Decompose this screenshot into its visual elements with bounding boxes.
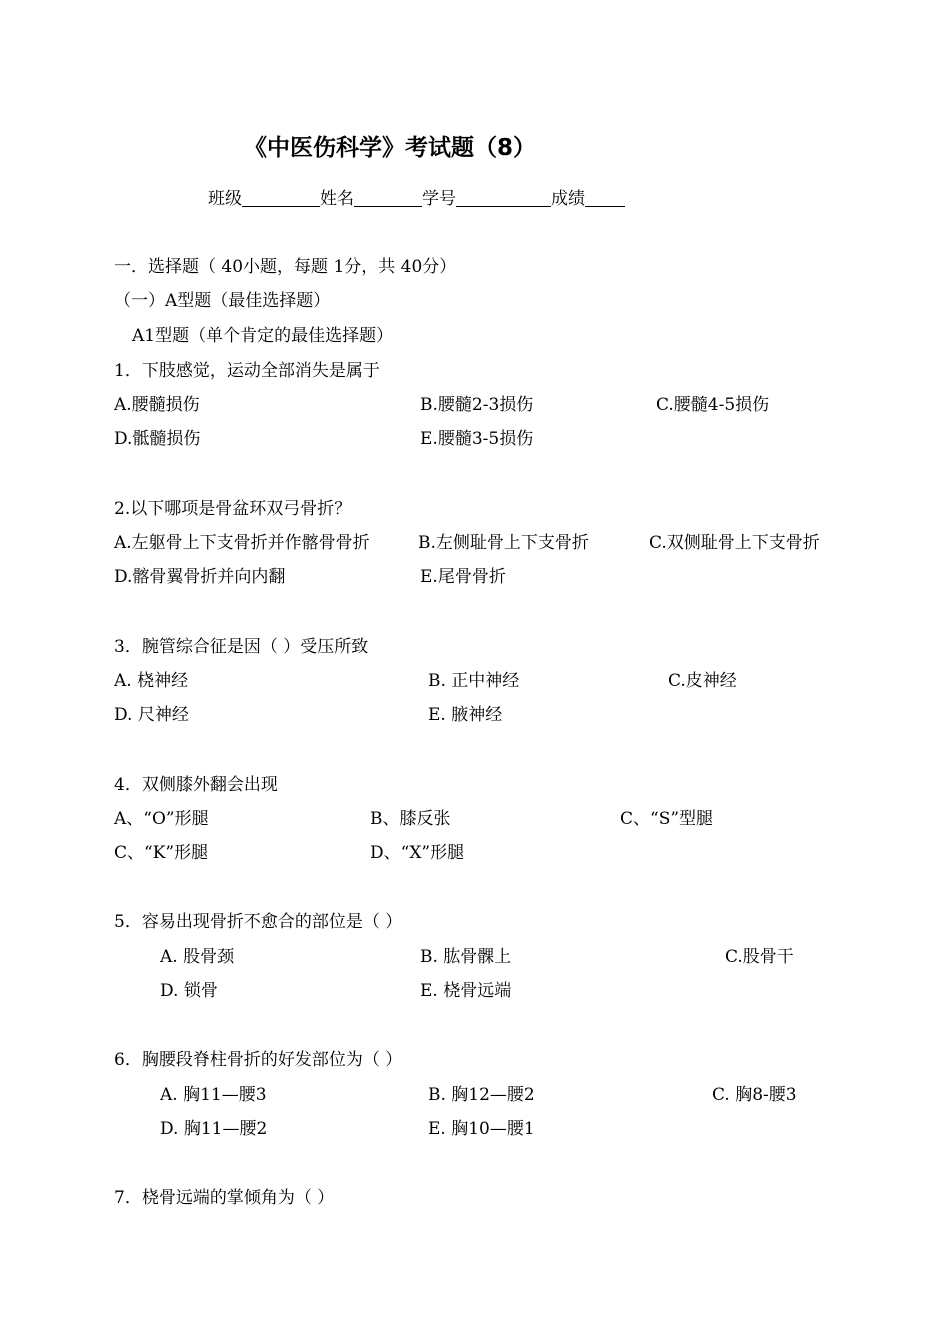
question-2-stem: 2.以下哪项是骨盆环双弓骨折？ bbox=[114, 499, 352, 519]
question-6-option-e: E. 胸10—腰1 bbox=[428, 1119, 535, 1139]
question-6-option-a: A. 胸11—腰3 bbox=[160, 1085, 267, 1105]
question-1-option-b: B.腰髓2-3损伤 bbox=[420, 395, 534, 415]
class-blank bbox=[242, 190, 320, 207]
score-blank bbox=[585, 190, 625, 207]
student-id-label: 学号 bbox=[422, 189, 456, 209]
question-5-option-c: C.股骨干 bbox=[725, 947, 794, 967]
question-4-option-b: B、膝反张 bbox=[370, 809, 451, 829]
question-6-option-c: C. 胸8-腰3 bbox=[712, 1085, 797, 1105]
question-3-option-c: C.皮神经 bbox=[668, 671, 737, 691]
section-sub-heading: （一）A型题（最佳选择题） bbox=[114, 291, 331, 311]
question-3-option-a: A. 桡神经 bbox=[114, 671, 189, 691]
question-3-option-d: D. 尺神经 bbox=[114, 705, 189, 725]
student-info-line bbox=[208, 190, 625, 208]
question-2-option-a: A.左躯骨上下支骨折并作髂骨骨折 bbox=[114, 533, 370, 553]
question-4-option-c: C、“S”型腿 bbox=[620, 809, 714, 829]
question-3-option-b: B. 正中神经 bbox=[428, 671, 520, 691]
page-title: 《中医伤科学》考试题（8） bbox=[244, 135, 537, 161]
question-7-stem: 7．桡骨远端的掌倾角为（ ） bbox=[114, 1188, 335, 1208]
score-label: 成绩 bbox=[551, 189, 585, 209]
question-2-option-b: B.左侧耻骨上下支骨折 bbox=[418, 533, 589, 553]
question-6-option-d: D. 胸11—腰2 bbox=[160, 1119, 268, 1139]
name-label: 姓名 bbox=[320, 189, 354, 209]
question-3-stem: 3．腕管综合征是因（ ）受压所致 bbox=[114, 637, 369, 657]
question-5-option-e: E. 桡骨远端 bbox=[420, 981, 512, 1001]
question-2-option-d: D.髂骨翼骨折并向内翻 bbox=[114, 567, 286, 587]
section-heading: 一．选择题（ 40小题，每题 1分，共 40分） bbox=[114, 257, 457, 277]
question-1-option-a: A.腰髓损伤 bbox=[114, 395, 200, 415]
question-6-stem: 6．胸腰段脊柱骨折的好发部位为（ ） bbox=[114, 1050, 403, 1070]
question-4-option-d: D、“X”形腿 bbox=[370, 843, 465, 863]
section-sub-sub-heading: A1型题（单个肯定的最佳选择题） bbox=[132, 326, 394, 346]
question-5-option-a: A. 股骨颈 bbox=[160, 947, 235, 967]
question-5-option-b: B. 肱骨髁上 bbox=[420, 947, 512, 967]
question-5-option-d: D. 锁骨 bbox=[160, 981, 218, 1001]
question-1-option-c: C.腰髓4-5损伤 bbox=[656, 395, 770, 415]
class-label: 班级 bbox=[208, 189, 242, 209]
question-6-option-b: B. 胸12—腰2 bbox=[428, 1085, 535, 1105]
question-1-option-e: E.腰髓3-5损伤 bbox=[420, 429, 534, 449]
name-blank bbox=[354, 190, 422, 207]
question-5-stem: 5．容易出现骨折不愈合的部位是（ ） bbox=[114, 912, 403, 932]
question-2-option-c: C.双侧耻骨上下支骨折 bbox=[649, 533, 820, 553]
question-2-option-e: E.尾骨骨折 bbox=[420, 567, 506, 587]
question-3-option-e: E. 腋神经 bbox=[428, 705, 503, 725]
student-id-blank bbox=[456, 190, 551, 207]
question-4-stem: 4．双侧膝外翻会出现 bbox=[114, 775, 278, 795]
question-4-option-c2: C、“K”形腿 bbox=[114, 843, 209, 863]
question-1-option-d: D.骶髓损伤 bbox=[114, 429, 201, 449]
question-4-option-a: A、“O”形腿 bbox=[114, 809, 209, 829]
question-1-stem: 1．下肢感觉，运动全部消失是属于 bbox=[114, 361, 380, 381]
